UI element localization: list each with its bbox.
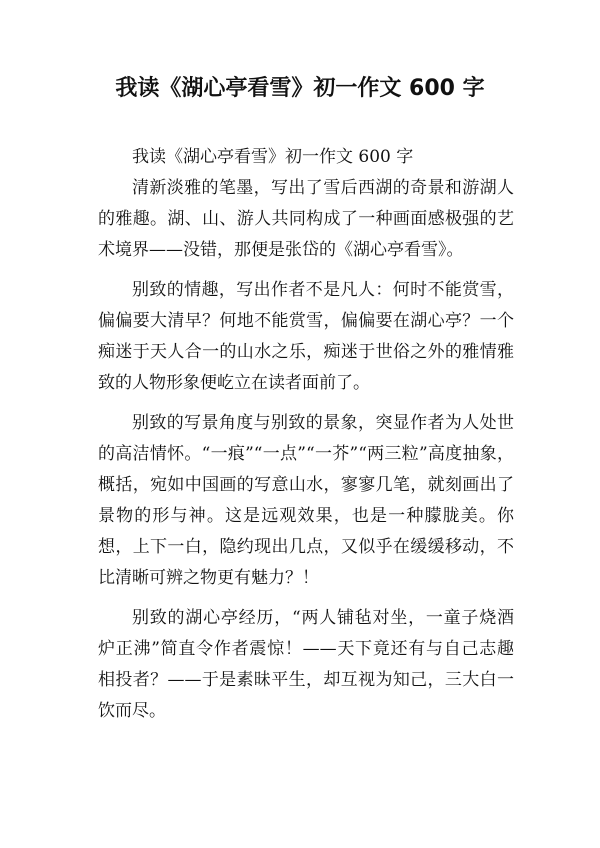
paragraph: 别致的写景角度与别致的景象，突显作者为人处世的高洁情怀。“一痕”“一点”“一芥”“两三粒”高度抽象，概括，宛如中国画的写意山水，寥寥几笔，就刻画出了景物的形与神。这是远观效果，也是一种朦胧美。你想，上下一白，隐约现出几点，又似乎在缓缓移动，不比清晰可辨之物更有魅力？！ <box>98 413 514 588</box>
paragraph: 清新淡雅的笔墨，写出了雪后西湖的奇景和游湖人的雅趣。湖、山、游人共同构成了一种画面感极强的艺术境界——没错，那便是张岱的《湖心亭看雪》。 <box>98 178 514 260</box>
paragraph: 别致的湖心亭经历，“两人铺毡对坐，一童子烧酒炉正沸”简直令作者震惊！——天下竟还有与自己志趣相投者？——于是素昧平生，却互视为知己，三大白一饮而尽。 <box>98 608 514 721</box>
paragraph: 别致的情趣，写出作者不是凡人：何时不能赏雪，偏偏要大清早？何地不能赏雪，偏偏要在湖心亭？一个痴迷于天人合一的山水之乐，痴迷于世俗之外的雅情雅致的人物形象便屹立在读者面前了。 <box>98 280 514 393</box>
document-title: 我读《湖心亭看雪》初一作文 600 字 <box>115 76 485 101</box>
paragraph-heading-repeat: 我读《湖心亭看雪》初一作文 600 字 <box>132 147 414 167</box>
document-body <box>98 142 514 736</box>
